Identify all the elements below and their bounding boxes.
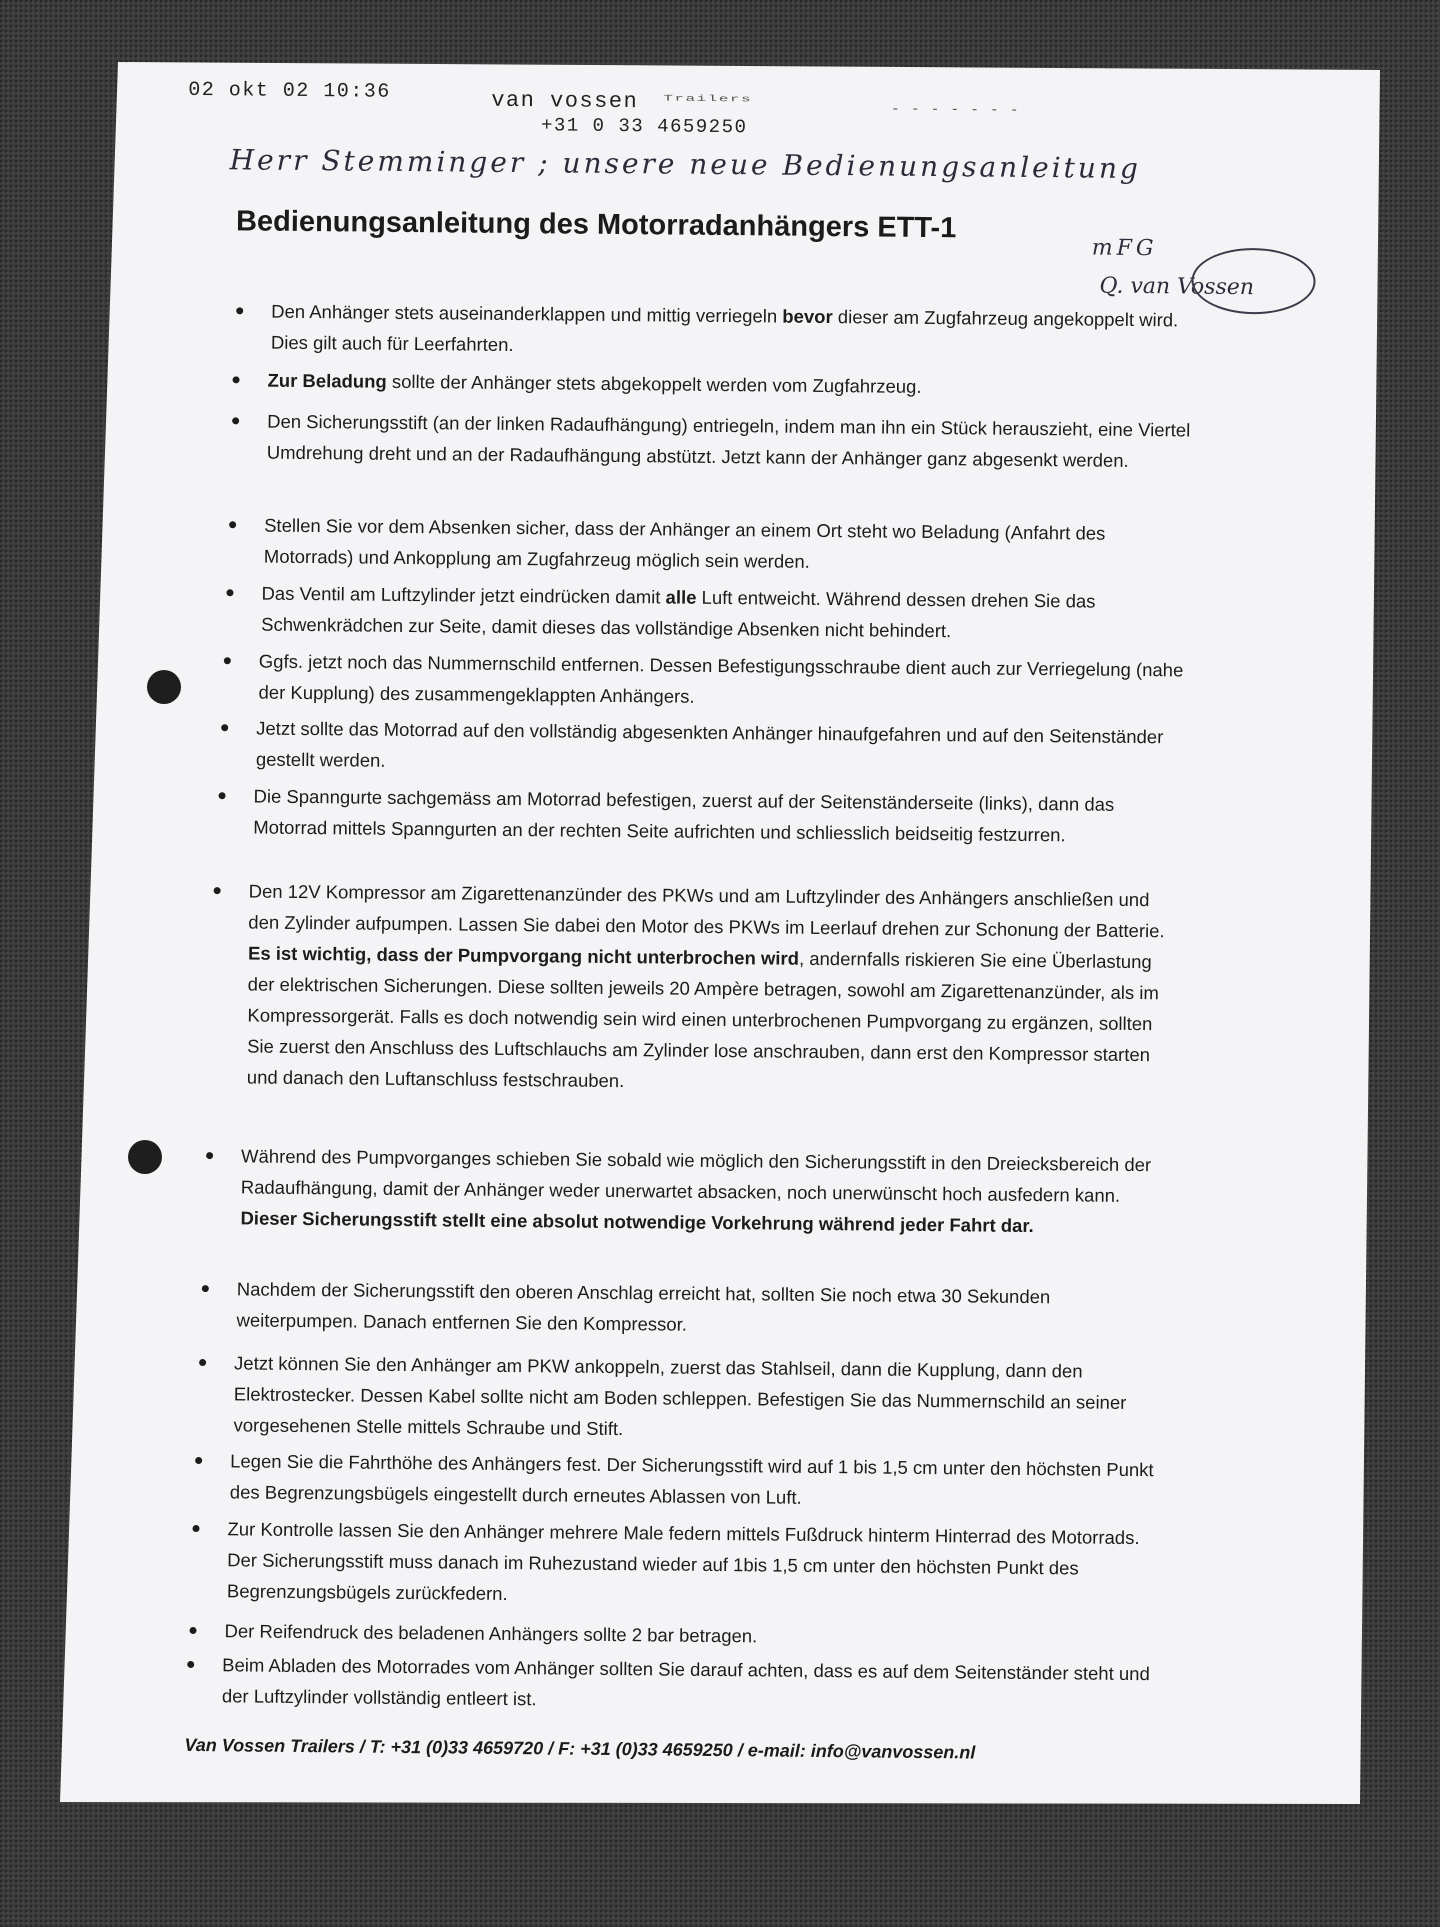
item-text: Ggfs. jetzt noch das Nummernschild entfernen. Dessen Befestigungsschraube dient auch zur Verriegelung (nahe der Kupplung) des zusammengeklappten Anhängers. — [258, 651, 1183, 707]
handwritten-note: Herr Stemminger ; unsere neue Bedienungsanleitung — [230, 143, 1142, 185]
item-text: Der Reifendruck des beladenen Anhängers sollte 2 bar betragen. — [224, 1620, 757, 1646]
handwritten-signature: Q. van Vossen — [1099, 274, 1254, 300]
bullet-icon — [195, 1457, 202, 1464]
list-item — [253, 781, 1184, 852]
item-emphasis: alle — [665, 586, 696, 607]
item-emphasis: Es ist wichtig, dass der Pumpvorgang nicht unterbrochen wird — [248, 942, 799, 968]
fax-datetime: 02 okt 02 10:36 — [188, 79, 391, 104]
document-title: Bedienungsanleitung des Motorradanhängers ETT-1 — [236, 205, 957, 245]
bullet-icon — [224, 657, 231, 664]
list-item — [264, 510, 1195, 581]
list-item — [261, 578, 1192, 649]
bullet-icon — [199, 1359, 206, 1366]
bullet-icon — [192, 1525, 199, 1532]
bullet-icon — [190, 1627, 197, 1634]
bullet-icon — [232, 417, 239, 424]
item-text: Den Sicherungsstift (an der linken Radaufhängung) entriegeln, indem man ihn ein Stück herauszieht, eine Viertel Umdrehung dreht und an der Radaufhängung abstützt. Jetzt kann der Anhänger ganz abgesenkt werden. — [267, 411, 1191, 471]
item-text: Legen Sie die Fahrthöhe des Anhängers fest. Der Sicherungsstift wird auf 1 bis 1,5 cm unter den höchsten Punkt des Begrenzungsbügels eingestellt durch erneutes Ablassen von Luft. — [230, 1450, 1154, 1507]
item-text: Während des Pumpvorganges schieben Sie sobald wie möglich den Sicherungsstift in den Dreiecksbereich der Radaufhängung, damit der Anhänger weder unerwartet absacken, noch unerwünscht hoch ausfedern kann. — [241, 1145, 1152, 1205]
item-text: dieser am Zugfahrzeug angekoppelt wird. Dies gilt auch für Leerfahrten. — [271, 306, 1179, 355]
item-emphasis: bevor — [782, 306, 833, 327]
list-item — [227, 1513, 1158, 1615]
list-item — [233, 1347, 1164, 1449]
bullet-icon — [226, 589, 233, 596]
item-text: Nachdem der Sicherungsstift den oberen Anschlag erreicht hat, sollten Sie noch etwa 30 Sekunden weiterpumpen. Danach entfernen Sie den Kompressor. — [236, 1278, 1050, 1334]
bullet-icon — [187, 1661, 194, 1668]
item-text: Jetzt können Sie den Anhänger am PKW ankoppeln, zuerst das Stahlseil, dann die Kupplung, dann den Elektrostecker. Dessen Kabel sollte nicht am Boden schleppen. Befestigen Sie das Nummernschild an seiner vorgesehenen Stelle mittels Schraube und Stift. — [233, 1352, 1126, 1439]
item-emphasis: Dieser Sicherungsstift stellt eine absolut notwendige Vorkehrung während jeder Fahrt dar. — [240, 1207, 1033, 1236]
item-text: sollte der Anhänger stets abgekoppelt werden vom Zugfahrzeug. — [387, 371, 922, 397]
fax-phone: +31 0 33 4659250 — [541, 114, 748, 138]
fax-dashes: - - - - - - - — [891, 102, 1020, 119]
signature-loop — [1191, 247, 1316, 314]
list-item — [267, 406, 1198, 477]
item-text: Den Anhänger stets auseinanderklappen und mittig verriegeln — [271, 301, 782, 327]
item-text: Beim Abladen des Motorrades vom Anhänger sollten Sie darauf achten, dass es auf dem Seitenständer steht und der Luftzylinder vollständig entleert ist. — [222, 1654, 1150, 1709]
instruction-list — [9, 0, 1440, 7]
item-emphasis: Zur Beladung — [267, 370, 386, 392]
fax-sender: van vossen — [491, 88, 638, 114]
fax-sender-fragment: Trailers — [663, 93, 752, 104]
item-text: Den 12V Kompressor am Zigarettenanzünder des PKWs und am Luftzylinder des Anhängers anschließen und den Zylinder aufpumpen. Lassen Sie dabei den Motor des PKWs im Leerlauf drehen zur Schonung der Batterie. — [248, 880, 1164, 941]
bullet-icon — [219, 792, 226, 799]
item-text: Das Ventil am Luftzylinder jetzt eindrücken damit — [261, 583, 665, 608]
item-text: Stellen Sie vor dem Absenken sicher, dass der Anhänger an einem Ort steht wo Beladung (Anfahrt des Motorrads) und Ankopplung am Zugfahrzeug möglich sein werden. — [264, 515, 1106, 572]
bullet-icon — [229, 521, 236, 528]
list-item — [247, 875, 1179, 1101]
list-item — [236, 1273, 1167, 1344]
item-text: Die Spanngurte sachgemäss am Motorrad befestigen, zuerst auf der Seitenständerseite (links), dann das Motorrad mittels Spanngurten an der rechten Seite aufrichten und schliesslich beidseitig festzurren. — [253, 786, 1114, 846]
item-text: Zur Kontrolle lassen Sie den Anhänger mehrere Male federn mittels Fußdruck hinterm Hinterrad des Motorrads. Der Sicherungsstift muss danach im Ruhezustand wieder auf 1bis 1,5 cm unter den höchsten Punkt des Begrenzungsbügels zurückfedern. — [227, 1518, 1140, 1604]
list-item — [258, 646, 1189, 717]
item-text: Luft entweicht. Während dessen drehen Sie das Schwenkrädchen zur Seite, damit dieses das vollständige Absenken nicht behindert. — [261, 587, 1095, 641]
bullet-icon — [202, 1285, 209, 1292]
list-item — [222, 1649, 1153, 1720]
list-item — [224, 1615, 1154, 1655]
handwritten-greeting: mFG — [1092, 236, 1158, 262]
item-text: Jetzt sollte das Motorrad auf den vollständig abgesenkten Anhänger hinaufgefahren und auf den Seitenständer gestellt werden. — [256, 718, 1164, 771]
list-item — [230, 1445, 1161, 1516]
list-item — [271, 296, 1202, 367]
bullet-icon — [206, 1152, 213, 1159]
footer-contact: Van Vossen Trailers / T: +31 (0)33 4659720 / F: +31 (0)33 4659250 / e-mail: info@vanvossen.nl — [184, 1735, 975, 1764]
item-text: , andernfalls riskieren Sie eine Überlastung der elektrischen Sicherungen. Diese sollten jeweils 20 Ampère betragen, sowohl am Zigarettenanzünder, als im Kompressorgerät. Falls es doch notwendig sein wird einen unterbrochenen Pumpvorgang zu ergänzen, sollten Sie zuerst den Anschluss des Luftschlauchs am Zylinder lose anschrauben, dann erst den Kompressor starten und danach den Luftanschluss festschrauben. — [247, 948, 1159, 1091]
bullet-icon — [236, 307, 243, 314]
list-item — [240, 1140, 1171, 1242]
list-item — [256, 713, 1187, 784]
bullet-icon — [221, 724, 228, 731]
bullet-icon — [233, 376, 240, 383]
list-item — [267, 365, 1197, 405]
bullet-icon — [214, 887, 221, 894]
